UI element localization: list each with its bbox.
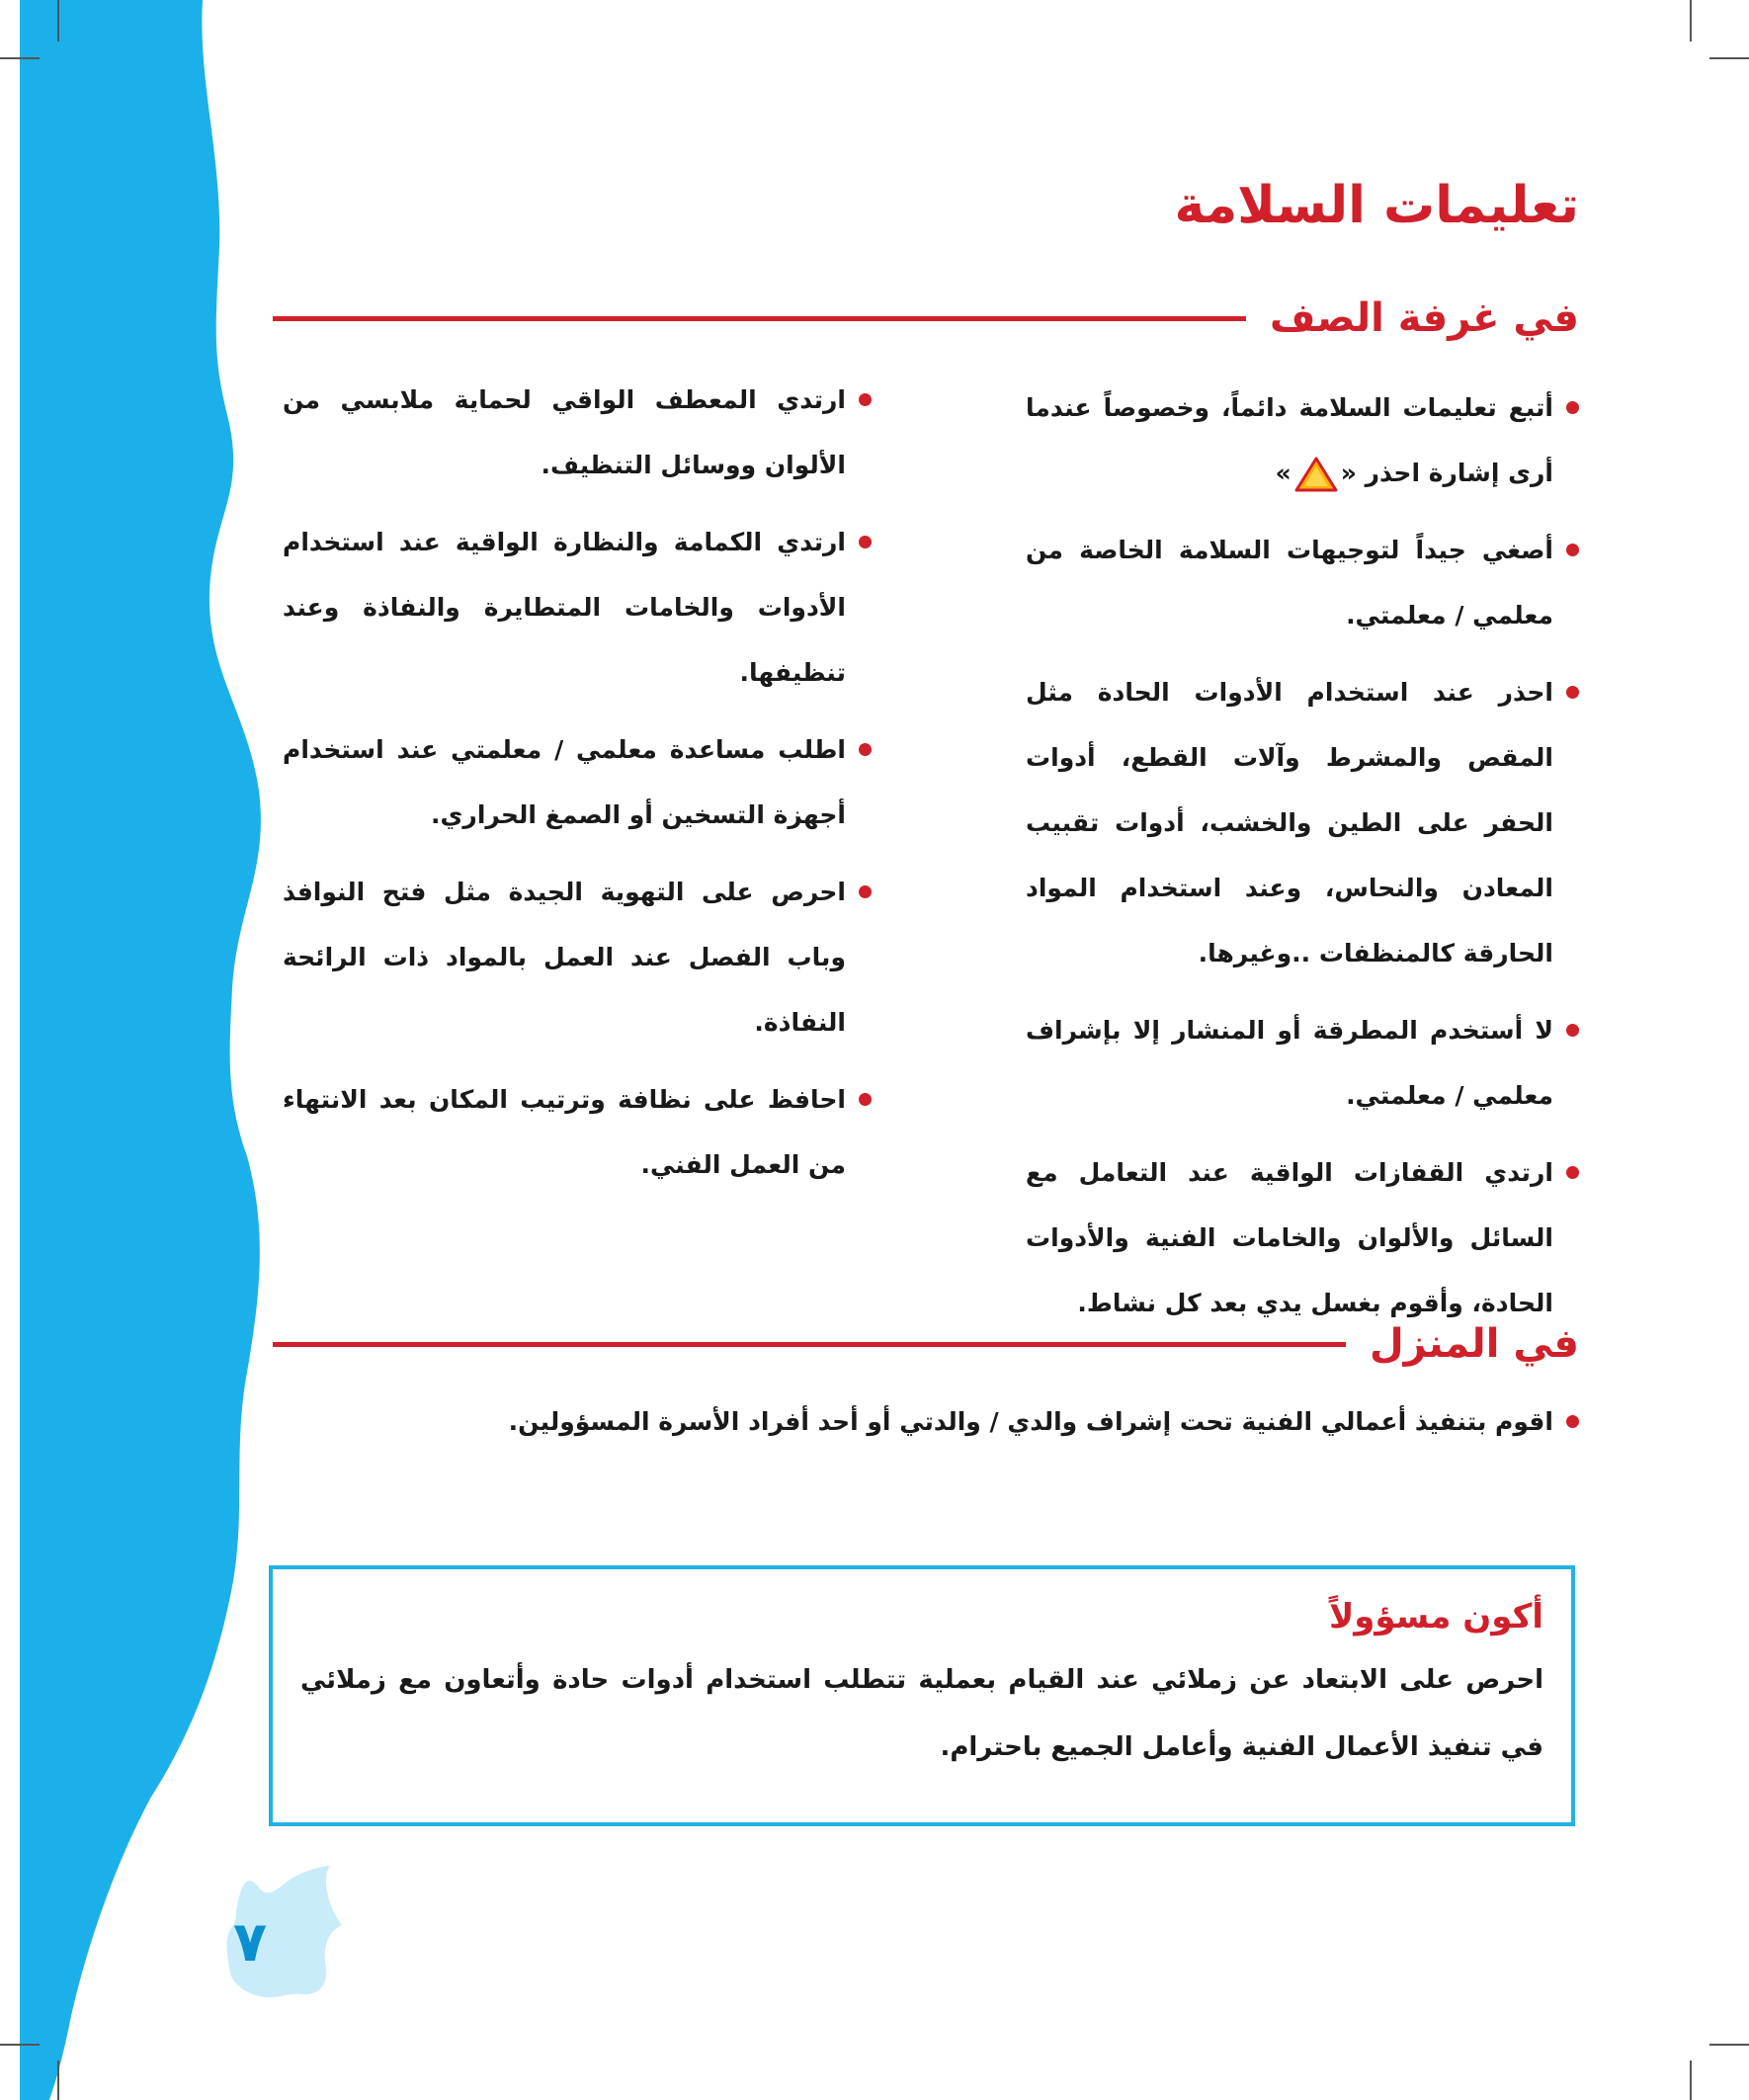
box-title: أكون مسؤولاً [1328,1597,1543,1637]
classroom-right-list [1026,376,1579,1348]
crop-mark [0,2044,40,2046]
list-item: أتبع تعليمات السلامة دائماً، وخصوصاً عندما أرى إشارة احذر «» [1026,376,1579,506]
section-title: في المنزل [1369,1321,1579,1367]
section-heading-classroom [273,289,1579,348]
crop-mark [57,0,59,42]
crop-mark [1709,2044,1749,2046]
list-item: اطلب مساعدة معلمي / معلمتي عند استخدام أجهزة التسخين أو الصمغ الحراري. [283,717,872,848]
list-item: ارتدي المعطف الواقي لحماية ملابسي من الألوان ووسائل التنظيف. [283,368,872,498]
crop-mark [57,2060,59,2100]
list-item: احرص على التهوية الجيدة مثل فتح النوافذ وباب الفصل عند العمل بالمواد ذات الرائحة النفاذة. [283,860,872,1055]
classroom-left-list [283,368,872,1210]
section-title: في غرفة الصف [1270,295,1579,341]
page-number: ٧ [233,1910,268,1974]
page-title: تعليمات السلامة [1174,176,1579,235]
divider-line [273,316,1246,321]
decorative-side-band [0,0,296,2100]
list-item: احافظ على نظافة وترتيب المكان بعد الانتهاء من العمل الفني. [283,1067,872,1198]
list-item: أصغي جيداً لتوجيهات السلامة الخاصة من معلمي / معلمتي. [1026,518,1579,648]
warning-triangle-icon [1293,456,1339,493]
crop-mark [0,57,40,59]
list-item: اقوم بتنفيذ أعمالي الفنية تحت إشراف والدي / والدتي أو أحد أفراد الأسرة المسؤولين. [265,1389,1579,1455]
divider-line [273,1342,1346,1347]
responsibility-box [269,1565,1575,1826]
crop-mark [1690,0,1692,42]
list-item: لا أستخدم المطرقة أو المنشار إلا بإشراف معلمي / معلمتي. [1026,998,1579,1129]
section-heading-home [273,1314,1579,1374]
box-text: احرص على الابتعاد عن زملائي عند القيام بعملية تتطلب استخدام أدوات حادة وأتعاون مع زملائي في تنفيذ الأعمال الفنية وأعامل الجميع باحترام. [300,1665,1543,1762]
list-item: ارتدي الكمامة والنظارة الواقية عند استخدام الأدوات والخامات المتطايرة والنفاذة وعند تنظيفها. [283,510,872,706]
crop-mark [1709,57,1749,59]
home-list [265,1389,1579,1467]
crop-mark [1690,2060,1692,2100]
list-item: احذر عند استخدام الأدوات الحادة مثل المقص والمشرط وآلات القطع، أدوات الحفر على الطين والخشب، أدوات تقبيب المعادن والنحاس، وعند استخدام المواد الحارقة كالمنظفات ..وغيرها. [1026,660,1579,986]
list-item: ارتدي القفازات الواقية عند التعامل مع السائل والألوان والخامات الفنية والأدوات الحادة، وأقوم بغسل يدي بعد كل نشاط. [1026,1140,1579,1336]
